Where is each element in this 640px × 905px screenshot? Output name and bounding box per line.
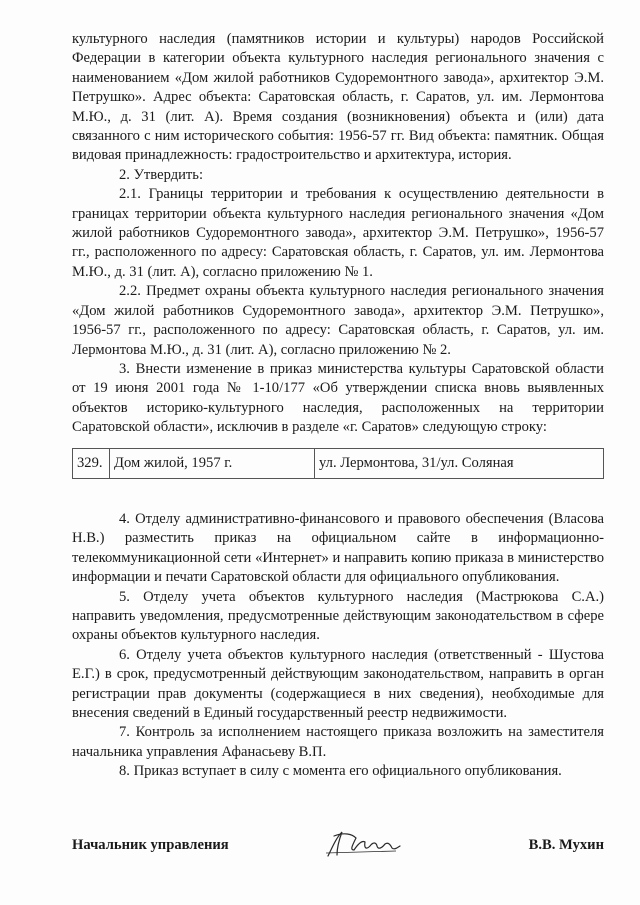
excluded-row-table xyxy=(72,448,604,479)
paragraph-2-2: 2.2. Предмет охраны объекта культурного наследия регионального значения «Дом жилой работников Судоремонтного завода», архитектор Э.М. Петрушко», 1956-57 гг., расположенного по адресу: Саратовская область, г. Саратов, ул. им. Лермонтова М.Ю., д. 31 (лит. А), согласно приложению № 2. xyxy=(72,283,604,358)
row-number: 329. xyxy=(73,448,110,478)
paragraph-7: 7. Контроль за исполнением настоящего приказа возложить на заместителя начальника управления Афанасьеву В.П. xyxy=(72,724,604,760)
handwritten-signature xyxy=(322,826,402,860)
document-body xyxy=(72,30,604,782)
table-row xyxy=(73,448,604,478)
signature-block xyxy=(72,826,604,866)
paragraph-3: 3. Внести изменение в приказ министерства культуры Саратовской области от 19 июня 2001 года № 1-10/177 «Об утверждении списка вновь выявленных объектов историко-культурного наследия, расположенных на территории Саратовской области», исключив в разделе «г. Саратов» следующую строку: xyxy=(72,360,604,436)
paragraph-2-1: 2.1. Границы территории и требования к осуществлению деятельности в границах территории объекта культурного наследия регионального значения «Дом жилой работников Судоремонтного завода», архитектор Э.М. Петрушко», 1956-57 гг., расположенного по адресу: Саратовская область, г. Саратов, ул. им. Лермонтова М.Ю., д. 31 (лит. А), согласно приложению № 1. xyxy=(72,186,604,280)
paragraph-8: 8. Приказ вступает в силу с момента его официального опубликования. xyxy=(119,763,562,780)
paragraph-2: 2. Утвердить: xyxy=(119,166,204,183)
paragraph-5: 5. Отделу учета объектов культурного наследия (Мастрюкова С.А.) направить уведомления, предусмотренные действующим законодательством в сфере охраны объектов культурного наследия. xyxy=(72,588,604,644)
signer-name: В.В. Мухин xyxy=(528,837,604,853)
row-address: ул. Лермонтова, 31/ул. Соляная xyxy=(315,448,604,478)
paragraph-6: 6. Отделу учета объектов культурного наследия (ответственный - Шустова Е.Г.) в срок, предусмотренный действующим законодательством, направить в орган регистрации прав документы (содержащиеся в них сведения), необходимые для внесения сведений в Единый государственный реестр недвижимости. xyxy=(72,646,604,721)
signer-position: Начальник управления xyxy=(72,837,229,853)
row-object-name: Дом жилой, 1957 г. xyxy=(110,448,315,478)
paragraph-intro: культурного наследия (памятников истории и культуры) народов Российской Федерации в категории объекта культурного наследия регионального значения с наименованием «Дом жилой работников Судоремонтного завода», архитектор Э.М. Петрушко». Адрес объекта: Саратовская область, г. Саратов, ул. им. Лермонтова М.Ю., д. 31 (лит. А). Время создания (возникновения) объекта и (или) дата связанного с ним исторического события: 1956-57 гг. Вид объекта: памятник. Общая видовая принадлежность: градостроительство и архитектура, история. xyxy=(72,31,604,164)
paragraph-4: 4. Отделу административно-финансового и правового обеспечения (Власова Н.В.) разместить приказ на официальном сайте в информационно-телекоммуникационной сети «Интернет» и направить копию приказа в министерство информации и печати Саратовской области для официального опубликования. xyxy=(72,510,604,586)
